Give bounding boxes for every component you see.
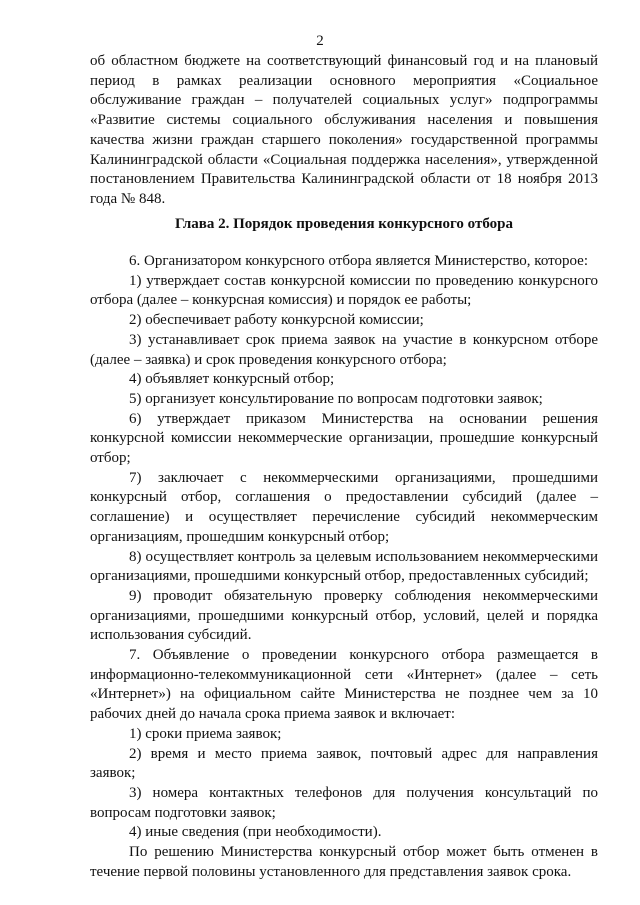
paragraph-6-item-8: 8) осуществляет контроль за целевым использованием некоммерческими организациями, прошедшими конкурсный отбор, предоставленных субсидий; [90,548,598,585]
paragraph-7-item-2: 2) время и место приема заявок, почтовый адрес для направления заявок; [90,745,598,782]
chapter-heading: Глава 2. Порядок проведения конкурсного отбора [175,216,513,232]
paragraph-7-item-1: 1) сроки приема заявок; [129,725,282,742]
paragraph-6-item-9: 9) проводит обязательную проверку соблюдения некоммерческими организациями, прошедшими конкурсный отбор, условий, целей и порядка использования субсидий. [90,587,598,644]
paragraph-6-item-5: 5) организует консультирование по вопросам подготовки заявок; [129,390,543,407]
paragraph-7-item-3: 3) номера контактных телефонов для получения консультаций по вопросам подготовки заявок; [90,784,598,821]
cancellation-paragraph: По решению Министерства конкурсный отбор может быть отменен в течение первой половины установленного для представления заявок срока. [90,844,598,880]
paragraph-6: 6. Организатором конкурсного отбора является Министерство, которое: [129,253,588,269]
paragraph-6-item-4: 4) объявляет конкурсный отбор; [129,371,335,388]
intro-paragraph: об областном бюджете на соответствующий финансовый год и на плановый период в рамках реализации основного мероприятия «Социальное обслуживание граждан – получателей социальных услуг» подпрограммы «Развитие системы социального обслуживания населения и повышения качества жизни граждан старшего поколения» государственной программы Калининградской области «Социальная поддержка населения», утвержденной постановлением Правительства Калининградской области от 18 ноября 2013 года № 848. [90,53,598,207]
paragraph-6-item-6: 6) утверждает приказом Министерства на основании решения конкурсной комиссии некоммерческие организации, прошедшие конкурсный отбор; [90,410,598,467]
paragraph-6-item-1: 1) утверждает состав конкурсной комиссии по проведению конкурсного отбора (далее – конкурсная комиссия) и порядок ее работы; [90,272,598,309]
paragraph-6-item-2: 2) обеспечивает работу конкурсной комиссии; [129,312,424,329]
chapter-body [90,252,598,883]
paragraph-6-item-3: 3) устанавливает срок приема заявок на участие в конкурсном отборе (далее – заявка) и срок проведения конкурсного отбора; [90,331,598,368]
paragraph-6-item-7: 7) заключает с некоммерческими организациями, прошедшими конкурсный отбор, соглашения о предоставлении субсидий (далее – соглашение) и осуществляет перечисление субсидий некоммерческим организациям, прошедшим конкурсный отбор; [90,469,598,545]
paragraph-7-item-4: 4) иные сведения (при необходимости). [129,824,382,841]
page-number: 2 [316,33,324,49]
paragraph-7: 7. Объявление о проведении конкурсного отбора размещается в информационно-телекоммуникационной сети «Интернет» (далее – сеть «Интернет») на официальном сайте Министерства не позднее чем за 10 рабочих дней до начала срока приема заявок и включает: [90,647,598,723]
